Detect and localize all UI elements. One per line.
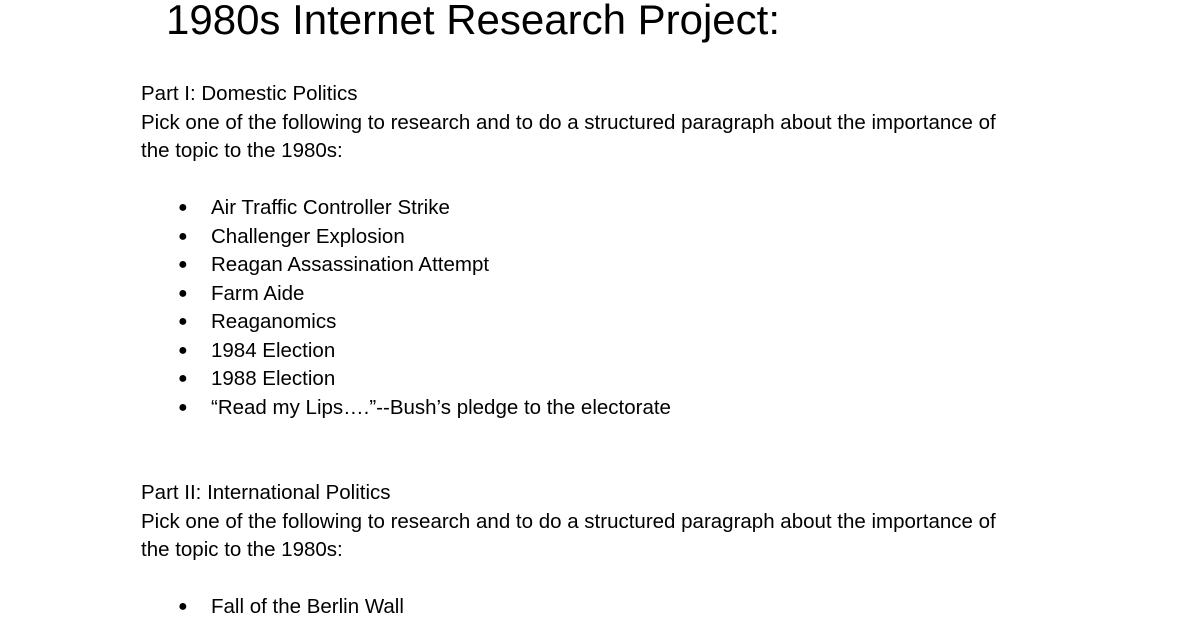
part-heading: Part II: International Politics xyxy=(141,481,391,504)
bullet-icon: ● xyxy=(178,199,188,216)
instructions-line-2: the topic to the 1980s: xyxy=(141,139,343,162)
list-item xyxy=(141,593,1081,622)
list-item xyxy=(141,365,1081,394)
document-title: 1980s Internet Research Project: xyxy=(166,0,781,43)
bullet-icon: ● xyxy=(178,370,188,387)
part-international-politics xyxy=(141,479,1081,622)
part-domestic-politics xyxy=(141,80,1081,422)
list-item xyxy=(141,223,1081,252)
bullet-icon: ● xyxy=(178,598,188,615)
list-item-text: Fall of the Berlin Wall xyxy=(211,595,404,618)
list-item xyxy=(141,308,1081,337)
list-item-text: Reagan Assassination Attempt xyxy=(211,253,490,276)
list-item xyxy=(141,251,1081,280)
instructions-line-1: Pick one of the following to research and to do a structured paragraph about the importance of xyxy=(141,509,996,533)
part-heading: Part I: Domestic Politics xyxy=(141,82,358,105)
list-item-text: Reaganomics xyxy=(211,310,337,333)
list-item-text: Challenger Explosion xyxy=(211,224,405,248)
topic-list xyxy=(141,593,1081,622)
bullet-icon: ● xyxy=(178,341,188,359)
list-item xyxy=(141,280,1081,309)
bullet-icon: ● xyxy=(178,256,188,273)
list-item-text: 1988 Election xyxy=(211,367,336,390)
bullet-icon: ● xyxy=(178,227,188,245)
bullet-icon: ● xyxy=(178,313,188,330)
topic-list xyxy=(141,194,1081,422)
bullet-icon: ● xyxy=(178,284,188,302)
bullet-icon: ● xyxy=(178,398,188,416)
list-item-text: Air Traffic Controller Strike xyxy=(211,196,450,219)
list-item xyxy=(141,194,1081,223)
list-item-text: 1984 Election xyxy=(211,338,336,362)
list-item-text: Farm Aide xyxy=(211,281,305,305)
instructions-line-1: Pick one of the following to research and to do a structured paragraph about the importance of xyxy=(141,110,996,134)
list-item xyxy=(141,394,1081,423)
list-item xyxy=(141,337,1081,366)
instructions-line-2: the topic to the 1980s: xyxy=(141,538,343,561)
list-item-text: “Read my Lips….”--Bush’s pledge to the electorate xyxy=(211,395,671,419)
